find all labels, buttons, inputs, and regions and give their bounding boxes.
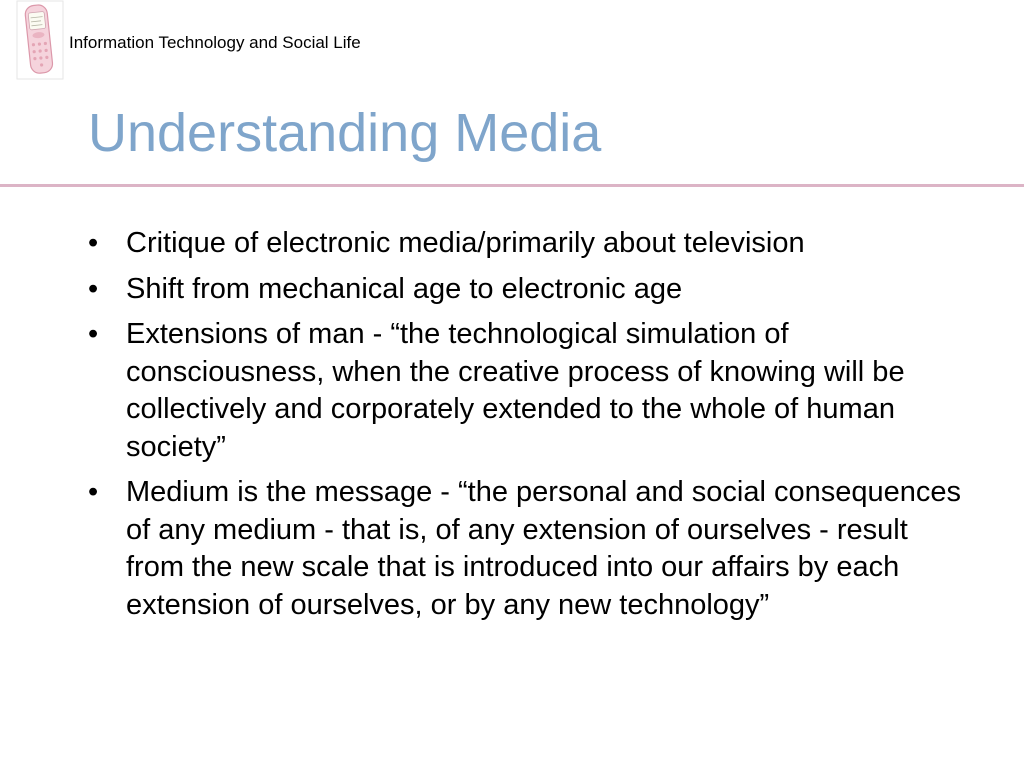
bullet-item (88, 474, 968, 624)
bullet-text: Shift from mechanical age to electronic age (126, 272, 683, 305)
bullet-text: Medium is the message - “the personal and social consequences of any medium - that is, of any extension of ourselves - result from the new scale that is introduced into our affairs by each extension of ourselves, or by any new technology” (126, 476, 962, 621)
bullet-marker: • (88, 227, 99, 259)
header-title: Information Technology and Social Life (69, 33, 361, 52)
bullet-text: Critique of electronic media/primarily about television (126, 227, 805, 259)
slide-title: Understanding Media (88, 103, 602, 163)
bullet-marker: • (88, 476, 99, 508)
bullet-text: Extensions of man - “the technological simulation of consciousness, when the creative process of knowing will be collectively and corporately extended to the whole of human society” (126, 318, 905, 463)
bullet-list (88, 225, 968, 632)
mobile-phone-icon (16, 0, 64, 80)
bullet-marker: • (88, 272, 99, 305)
bullet-item (88, 225, 968, 263)
bullet-item (88, 316, 968, 466)
bullet-marker: • (88, 318, 99, 350)
bullet-item (88, 271, 968, 309)
title-divider (0, 184, 1024, 187)
